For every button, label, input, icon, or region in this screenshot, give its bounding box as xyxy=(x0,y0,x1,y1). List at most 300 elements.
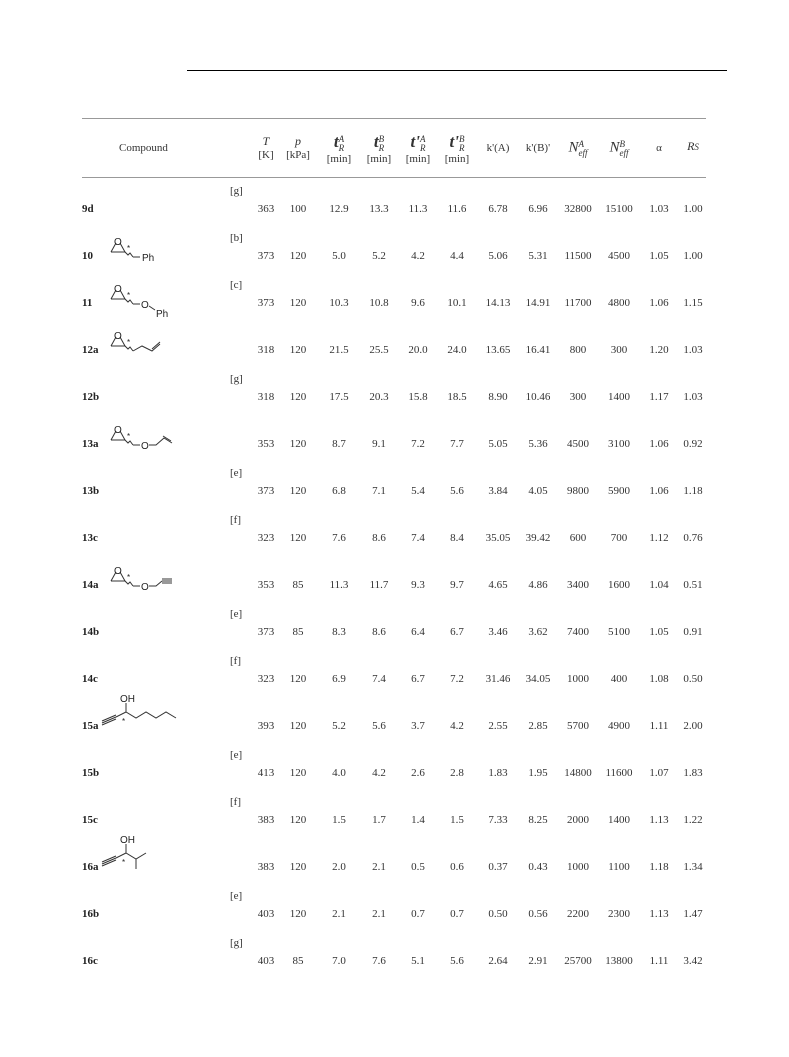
cell-NA: 1000 xyxy=(567,673,589,685)
cell-alpha: 1.03 xyxy=(649,203,669,215)
compound-id: 13c xyxy=(82,532,98,544)
compound-id: 14c xyxy=(82,673,98,685)
cell-tRB: 20.3 xyxy=(369,391,389,403)
cell-tpRB: 0.6 xyxy=(450,861,464,873)
header-p xyxy=(278,135,318,162)
cell-T: 353 xyxy=(257,438,275,450)
cell-Rs: 1.00 xyxy=(683,250,703,262)
cell-tRA: 8.7 xyxy=(332,438,346,450)
cell-Rs: 0.50 xyxy=(683,673,703,685)
cell-tRA: 4.0 xyxy=(332,767,346,779)
cell-p: 85 xyxy=(292,955,304,967)
cell-Rs: 1.47 xyxy=(683,908,703,920)
table-row xyxy=(0,373,789,403)
cell-tpRA: 7.2 xyxy=(411,438,425,450)
table-row xyxy=(0,326,789,356)
header-tRB-sup: B xyxy=(378,134,385,145)
cell-NB: 3100 xyxy=(608,438,630,450)
cell-tRB: 10.8 xyxy=(369,297,389,309)
compound-id: 14a xyxy=(82,579,99,591)
header-NA-sub: eff xyxy=(578,148,588,158)
cell-kA: 8.90 xyxy=(488,391,508,403)
cell-NB: 11600 xyxy=(605,767,633,779)
cell-NA: 32800 xyxy=(564,203,592,215)
cell-tRB: 7.4 xyxy=(372,673,386,685)
cell-kB: 4.86 xyxy=(528,579,548,591)
stereocenter-mark: * xyxy=(127,291,131,300)
cell-tpRB: 6.7 xyxy=(450,626,464,638)
cell-kB: 10.46 xyxy=(525,391,551,403)
cell-kB: 0.43 xyxy=(528,861,548,873)
cell-p: 120 xyxy=(289,485,307,497)
header-tRA-sub: R xyxy=(338,143,345,154)
cell-NA: 3400 xyxy=(567,579,589,591)
table-row xyxy=(0,890,789,920)
cell-tpRA: 5.1 xyxy=(411,955,425,967)
table-row xyxy=(0,232,789,262)
cell-NB: 1600 xyxy=(608,579,630,591)
table-row xyxy=(0,185,789,215)
cell-kB: 1.95 xyxy=(528,767,548,779)
table-header-rule xyxy=(82,177,706,178)
table-row xyxy=(0,655,789,685)
header-compound: Compound xyxy=(119,142,168,154)
cell-NA: 600 xyxy=(569,532,587,544)
cell-alpha: 1.11 xyxy=(649,955,669,967)
header-tRA-unit: [min] xyxy=(326,153,352,166)
cell-NB: 400 xyxy=(610,673,628,685)
cell-tRA: 6.8 xyxy=(332,485,346,497)
header-NB-symbol: N xyxy=(609,139,620,156)
header-NB-sub: eff xyxy=(619,148,629,158)
stereocenter-mark: * xyxy=(122,858,126,867)
cell-kB: 4.05 xyxy=(528,485,548,497)
cell-tRB: 25.5 xyxy=(369,344,389,356)
cell-tpRA: 11.3 xyxy=(408,203,428,215)
table-top-rule xyxy=(82,118,706,119)
header-tRA xyxy=(319,132,359,166)
cell-T: 383 xyxy=(257,861,275,873)
cell-Rs: 0.76 xyxy=(683,532,703,544)
cell-T: 323 xyxy=(257,673,275,685)
cell-kA: 13.65 xyxy=(485,344,511,356)
cell-tRA: 10.3 xyxy=(329,297,349,309)
cell-NB: 1100 xyxy=(608,861,630,873)
cell-p: 120 xyxy=(289,250,307,262)
header-NA-sup: A xyxy=(578,139,584,149)
footnote-mark: [g] xyxy=(230,373,243,385)
table-row xyxy=(0,608,789,638)
cell-kB: 2.91 xyxy=(528,955,548,967)
header-tRB-sub: R xyxy=(378,143,385,154)
cell-kB: 3.62 xyxy=(528,626,548,638)
cell-kA: 6.78 xyxy=(488,203,508,215)
header-NA xyxy=(558,140,598,158)
cell-Rs: 0.51 xyxy=(683,579,703,591)
cell-p: 100 xyxy=(289,203,307,215)
compound-id: 14b xyxy=(82,626,100,638)
header-Rs-sub: S xyxy=(694,141,699,152)
cell-kA: 3.84 xyxy=(488,485,508,497)
cell-T: 318 xyxy=(257,391,275,403)
header-NA-symbol: N xyxy=(568,139,579,156)
cell-NB: 4500 xyxy=(608,250,630,262)
cell-NB: 300 xyxy=(610,344,628,356)
header-tpRB-sup: B xyxy=(458,134,465,145)
cell-p: 120 xyxy=(289,297,307,309)
cell-tpRB: 24.0 xyxy=(447,344,467,356)
cell-tpRA: 9.3 xyxy=(411,579,425,591)
cell-p: 120 xyxy=(289,673,307,685)
cell-tpRA: 3.7 xyxy=(411,720,425,732)
cell-alpha: 1.17 xyxy=(649,391,669,403)
epoxide-oxygen-label: O xyxy=(114,566,122,577)
cell-NB: 15100 xyxy=(605,203,633,215)
cell-tRB: 7.6 xyxy=(372,955,386,967)
structure-epoxide-propargyloxy xyxy=(100,565,220,605)
header-kA-label: k'(A) xyxy=(486,142,510,154)
cell-alpha: 1.06 xyxy=(649,438,669,450)
cell-tRA: 6.9 xyxy=(332,673,346,685)
header-tpRA-unit: [min] xyxy=(405,153,431,166)
cell-Rs: 1.15 xyxy=(683,297,703,309)
cell-tpRA: 4.2 xyxy=(411,250,425,262)
cell-Rs: 1.34 xyxy=(683,861,703,873)
cell-NB: 5900 xyxy=(608,485,630,497)
structure-epoxide-allyloxy xyxy=(100,424,220,464)
table-row xyxy=(0,694,789,732)
cell-alpha: 1.06 xyxy=(649,485,669,497)
cell-kA: 3.46 xyxy=(488,626,508,638)
cell-kA: 0.37 xyxy=(488,861,508,873)
cell-tRA: 11.3 xyxy=(329,579,349,591)
cell-tRA: 8.3 xyxy=(332,626,346,638)
cell-p: 85 xyxy=(292,579,304,591)
cell-tRA: 7.0 xyxy=(332,955,346,967)
cell-tRB: 8.6 xyxy=(372,532,386,544)
compound-id: 12b xyxy=(82,391,100,403)
cell-T: 353 xyxy=(257,579,275,591)
cell-kA: 5.05 xyxy=(488,438,508,450)
cell-p: 120 xyxy=(289,438,307,450)
compound-id: 16b xyxy=(82,908,100,920)
header-tpRB-symbol: t' xyxy=(449,132,459,151)
header-p-unit: [kPa] xyxy=(286,149,310,161)
cell-alpha: 1.06 xyxy=(649,297,669,309)
footnote-mark: [f] xyxy=(230,796,241,808)
table-row xyxy=(0,561,789,591)
cell-tRA: 2.1 xyxy=(332,908,346,920)
cell-tRA: 17.5 xyxy=(329,391,349,403)
cell-T: 403 xyxy=(257,908,275,920)
cell-alpha: 1.12 xyxy=(649,532,669,544)
header-NB-sup: B xyxy=(619,139,625,149)
page-top-rule xyxy=(187,70,727,71)
cell-tRB: 1.7 xyxy=(372,814,386,826)
hydroxyl-label: OH xyxy=(120,835,135,846)
cell-alpha: 1.20 xyxy=(649,344,669,356)
cell-kA: 35.05 xyxy=(485,532,511,544)
cell-tRB: 4.2 xyxy=(372,767,386,779)
cell-tRB: 5.2 xyxy=(372,250,386,262)
cell-Rs: 1.22 xyxy=(683,814,703,826)
header-tpRA xyxy=(398,132,438,166)
cell-tpRA: 0.7 xyxy=(411,908,425,920)
header-NB xyxy=(599,140,639,158)
compound-id: 16a xyxy=(82,861,99,873)
cell-alpha: 1.07 xyxy=(649,767,669,779)
cell-Rs: 1.18 xyxy=(683,485,703,497)
cell-NA: 11700 xyxy=(564,297,592,309)
cell-NA: 11500 xyxy=(564,250,592,262)
cell-tpRB: 0.7 xyxy=(450,908,464,920)
cell-kA: 0.50 xyxy=(488,908,508,920)
compound-id: 15a xyxy=(82,720,99,732)
cell-Rs: 1.03 xyxy=(683,391,703,403)
cell-tpRA: 1.4 xyxy=(411,814,425,826)
compound-id: 9d xyxy=(82,203,94,215)
cell-Rs: 1.83 xyxy=(683,767,703,779)
phenyl-label: Ph xyxy=(142,253,155,264)
cell-tpRA: 9.6 xyxy=(411,297,425,309)
stereocenter-mark: * xyxy=(127,573,131,582)
cell-Rs: 1.00 xyxy=(683,203,703,215)
ether-oxygen-label: O xyxy=(141,582,149,593)
footnote-mark: [b] xyxy=(230,232,243,244)
cell-NA: 7400 xyxy=(567,626,589,638)
cell-tpRB: 7.2 xyxy=(450,673,464,685)
cell-tpRB: 8.4 xyxy=(450,532,464,544)
header-alpha-label: α xyxy=(656,142,662,154)
cell-T: 413 xyxy=(257,767,275,779)
cell-p: 120 xyxy=(289,391,307,403)
cell-alpha: 1.13 xyxy=(649,814,669,826)
cell-p: 120 xyxy=(289,532,307,544)
compound-id: 15c xyxy=(82,814,98,826)
header-tRB-unit: [min] xyxy=(366,153,392,166)
cell-NA: 5700 xyxy=(567,720,589,732)
cell-NB: 700 xyxy=(610,532,628,544)
cell-tpRA: 5.4 xyxy=(411,485,425,497)
cell-tRB: 11.7 xyxy=(369,579,389,591)
footnote-mark: [f] xyxy=(230,655,241,667)
footnote-mark: [c] xyxy=(230,279,243,291)
ether-oxygen-label: O xyxy=(141,300,149,311)
cell-T: 393 xyxy=(257,720,275,732)
cell-tRA: 21.5 xyxy=(329,344,349,356)
table-row xyxy=(0,467,789,497)
cell-tpRA: 2.6 xyxy=(411,767,425,779)
cell-tRB: 2.1 xyxy=(372,861,386,873)
cell-tRB: 9.1 xyxy=(372,438,386,450)
stereocenter-mark: * xyxy=(127,432,131,441)
cell-NA: 9800 xyxy=(567,485,589,497)
cell-NB: 4800 xyxy=(608,297,630,309)
cell-T: 403 xyxy=(257,955,275,967)
cell-T: 373 xyxy=(257,297,275,309)
cell-kA: 14.13 xyxy=(485,297,511,309)
cell-tRB: 5.6 xyxy=(372,720,386,732)
cell-p: 120 xyxy=(289,344,307,356)
epoxide-oxygen-label: O xyxy=(114,237,122,248)
cell-tpRB: 7.7 xyxy=(450,438,464,450)
table-row xyxy=(0,514,789,544)
epoxide-oxygen-label: O xyxy=(114,425,122,436)
cell-tRA: 5.2 xyxy=(332,720,346,732)
cell-NB: 2300 xyxy=(608,908,630,920)
cell-T: 363 xyxy=(257,203,275,215)
cell-NA: 25700 xyxy=(564,955,592,967)
cell-tpRB: 2.8 xyxy=(450,767,464,779)
cell-T: 373 xyxy=(257,626,275,638)
cell-kB: 2.85 xyxy=(528,720,548,732)
footnote-mark: [e] xyxy=(230,467,243,479)
cell-tpRB: 10.1 xyxy=(447,297,467,309)
cell-kB: 5.31 xyxy=(528,250,548,262)
cell-tpRA: 20.0 xyxy=(408,344,428,356)
structure-epoxide-butenyl xyxy=(100,330,220,370)
stereocenter-mark: * xyxy=(127,244,131,253)
cell-tpRA: 6.4 xyxy=(411,626,425,638)
structure-alkynol-isopropyl xyxy=(96,835,216,879)
cell-NB: 1400 xyxy=(608,814,630,826)
header-tpRB xyxy=(437,132,477,166)
cell-NB: 5100 xyxy=(608,626,630,638)
cell-p: 120 xyxy=(289,767,307,779)
cell-kA: 4.65 xyxy=(488,579,508,591)
header-Rs xyxy=(673,140,713,154)
header-Rs-symbol: R xyxy=(687,139,695,153)
cell-tRA: 7.6 xyxy=(332,532,346,544)
cell-kB: 8.25 xyxy=(528,814,548,826)
header-tRA-symbol: t xyxy=(333,132,339,151)
header-kA xyxy=(478,142,518,155)
cell-T: 373 xyxy=(257,485,275,497)
structure-alkynol-pentyl xyxy=(96,694,216,738)
header-tRB-symbol: t xyxy=(373,132,379,151)
compound-id: 10 xyxy=(82,250,93,262)
footnote-mark: [g] xyxy=(230,185,243,197)
cell-T: 318 xyxy=(257,344,275,356)
cell-tpRB: 4.4 xyxy=(450,250,464,262)
table-row xyxy=(0,749,789,779)
cell-NB: 4900 xyxy=(608,720,630,732)
header-tpRB-sub: R xyxy=(458,143,465,154)
cell-p: 120 xyxy=(289,908,307,920)
cell-NB: 1400 xyxy=(608,391,630,403)
cell-tpRB: 5.6 xyxy=(450,955,464,967)
footnote-mark: [e] xyxy=(230,749,243,761)
compound-id: 15b xyxy=(82,767,100,779)
cell-kB: 6.96 xyxy=(528,203,548,215)
cell-Rs: 1.03 xyxy=(683,344,703,356)
stereocenter-mark: * xyxy=(122,717,126,726)
cell-kB: 34.05 xyxy=(525,673,551,685)
cell-Rs: 0.91 xyxy=(683,626,703,638)
structure-epoxide-phenoxy xyxy=(100,283,220,323)
epoxide-oxygen-label: O xyxy=(114,331,122,342)
structure-epoxide-benzyl xyxy=(100,236,220,276)
cell-tRA: 12.9 xyxy=(329,203,349,215)
header-kB xyxy=(518,142,558,155)
cell-tRB: 13.3 xyxy=(369,203,389,215)
header-T-symbol: T xyxy=(262,134,270,148)
header-tpRA-sup: A xyxy=(419,134,426,145)
cell-kA: 5.06 xyxy=(488,250,508,262)
cell-kB: 5.36 xyxy=(528,438,548,450)
cell-tRB: 2.1 xyxy=(372,908,386,920)
cell-kB: 14.91 xyxy=(525,297,551,309)
cell-tRB: 7.1 xyxy=(372,485,386,497)
cell-p: 120 xyxy=(289,720,307,732)
compound-id: 12a xyxy=(82,344,99,356)
header-tpRA-symbol: t' xyxy=(410,132,420,151)
cell-kB: 39.42 xyxy=(525,532,551,544)
table-row xyxy=(0,937,789,967)
cell-alpha: 1.05 xyxy=(649,626,669,638)
cell-alpha: 1.05 xyxy=(649,250,669,262)
cell-Rs: 2.00 xyxy=(683,720,703,732)
cell-kA: 2.55 xyxy=(488,720,508,732)
ether-oxygen-label: O xyxy=(141,441,149,452)
cell-NA: 2200 xyxy=(567,908,589,920)
footnote-mark: [f] xyxy=(230,514,241,526)
epoxide-oxygen-label: O xyxy=(114,284,122,295)
cell-tpRB: 1.5 xyxy=(450,814,464,826)
footnote-mark: [g] xyxy=(230,937,243,949)
header-p-symbol: p xyxy=(295,134,301,148)
cell-tpRA: 0.5 xyxy=(411,861,425,873)
cell-T: 373 xyxy=(257,250,275,262)
cell-Rs: 0.92 xyxy=(683,438,703,450)
cell-alpha: 1.18 xyxy=(649,861,669,873)
compound-id: 13a xyxy=(82,438,99,450)
cell-tpRA: 6.7 xyxy=(411,673,425,685)
cell-tpRA: 7.4 xyxy=(411,532,425,544)
cell-kA: 1.83 xyxy=(488,767,508,779)
cell-tpRB: 5.6 xyxy=(450,485,464,497)
cell-p: 120 xyxy=(289,861,307,873)
cell-NA: 2000 xyxy=(567,814,589,826)
cell-kA: 7.33 xyxy=(488,814,508,826)
header-tRA-sup: A xyxy=(338,134,345,145)
cell-tpRB: 9.7 xyxy=(450,579,464,591)
cell-tRA: 5.0 xyxy=(332,250,346,262)
cell-tpRB: 11.6 xyxy=(447,203,467,215)
table-row xyxy=(0,796,789,826)
compound-id: 11 xyxy=(82,297,93,309)
cell-T: 323 xyxy=(257,532,275,544)
cell-Rs: 3.42 xyxy=(683,955,703,967)
compound-id: 16c xyxy=(82,955,98,967)
cell-tpRB: 4.2 xyxy=(450,720,464,732)
compound-id: 13b xyxy=(82,485,100,497)
table-row xyxy=(0,420,789,450)
cell-kA: 31.46 xyxy=(485,673,511,685)
cell-p: 85 xyxy=(292,626,304,638)
hydroxyl-label: OH xyxy=(120,694,135,705)
header-kB-label: k'(B)' xyxy=(525,142,551,154)
table-row xyxy=(0,279,789,320)
cell-alpha: 1.04 xyxy=(649,579,669,591)
cell-tRA: 2.0 xyxy=(332,861,346,873)
cell-NA: 14800 xyxy=(564,767,592,779)
cell-tRB: 8.6 xyxy=(372,626,386,638)
footnote-mark: [e] xyxy=(230,608,243,620)
cell-alpha: 1.08 xyxy=(649,673,669,685)
cell-kB: 16.41 xyxy=(525,344,551,356)
cell-NA: 300 xyxy=(569,391,587,403)
